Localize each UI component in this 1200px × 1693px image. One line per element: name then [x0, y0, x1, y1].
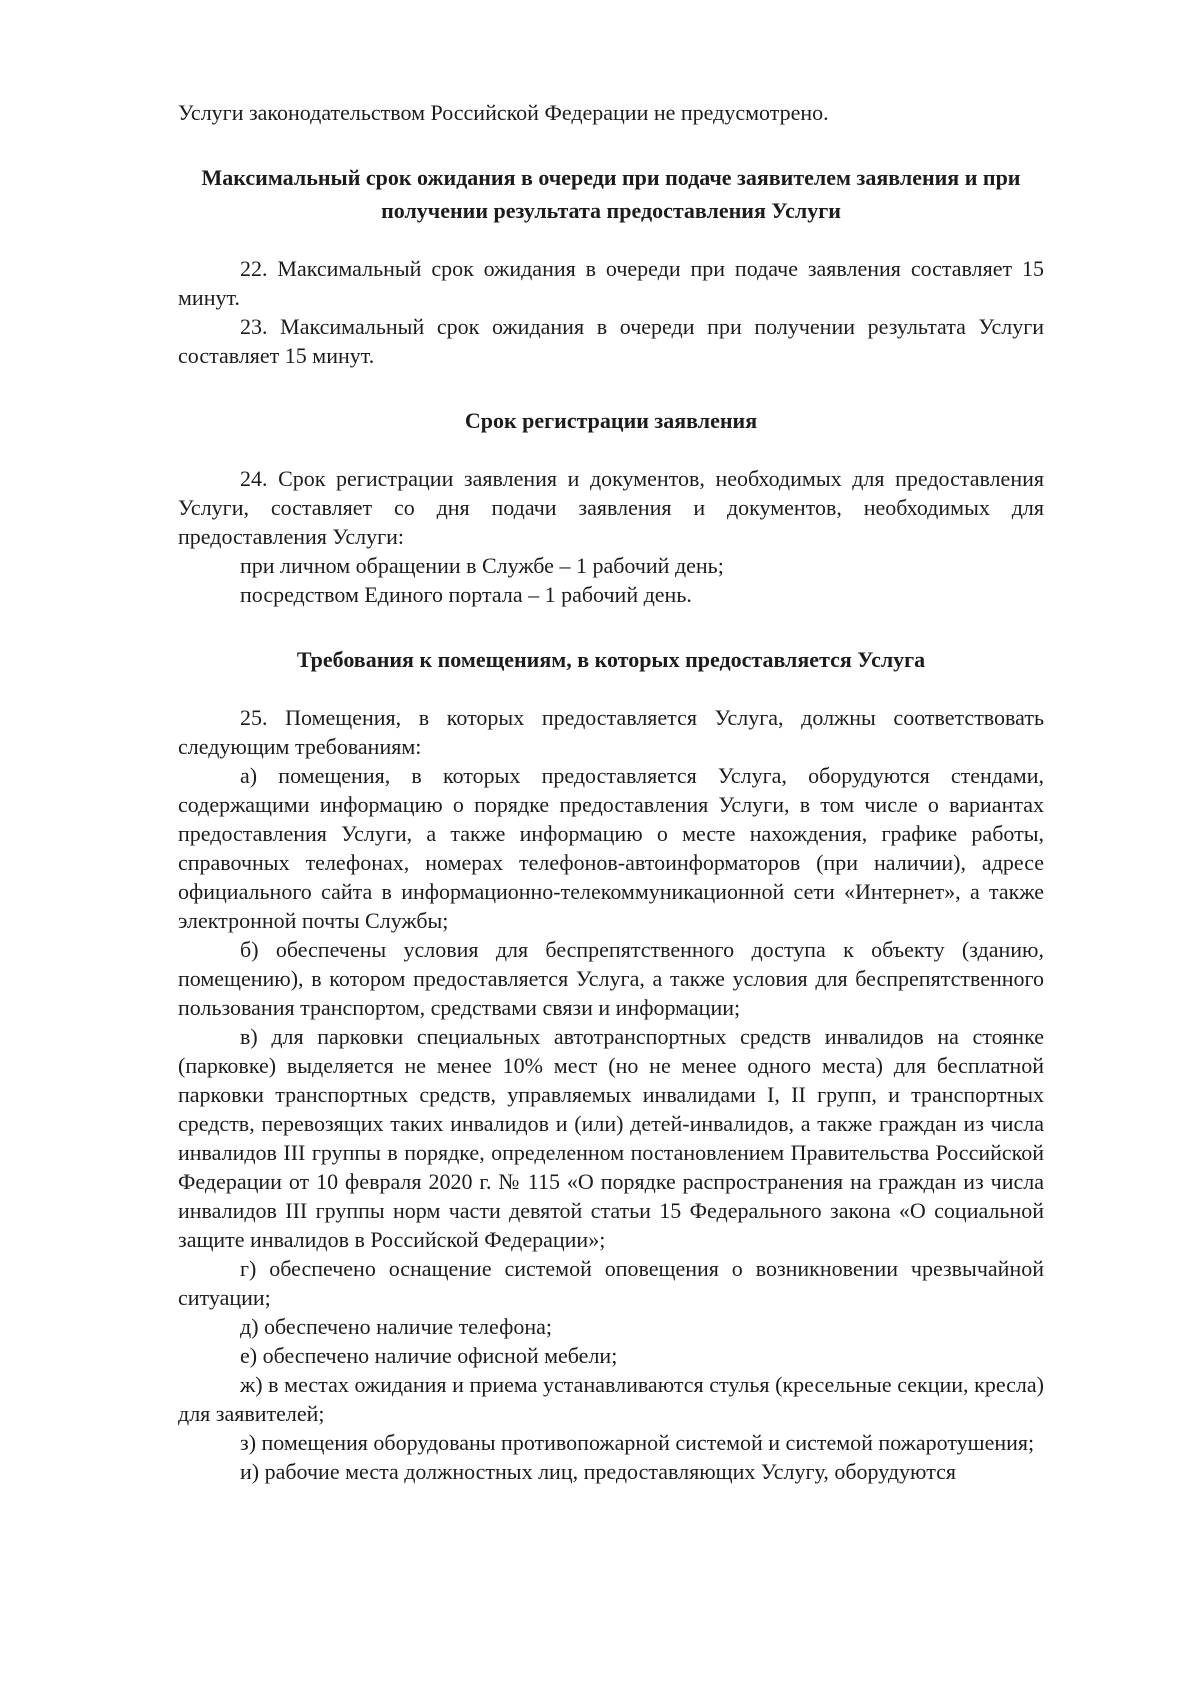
- paragraph-24: 24. Срок регистрации заявления и документов, необходимых для предоставления Услуги, составляет со дня подачи заявления и документов, необходимых для предоставления Услуги:: [178, 466, 1044, 549]
- heading-max-wait-time: Максимальный срок ожидания в очереди при подаче заявителем заявления и при получении результата предоставления Услуги: [201, 165, 1021, 223]
- list-item-d: д) обеспечено наличие телефона;: [240, 1314, 552, 1339]
- list-item-e: е) обеспечено наличие офисной мебели;: [240, 1343, 618, 1368]
- list-item-b: б) обеспечены условия для беспрепятственного доступа к объекту (зданию, помещению), в котором предоставляется Услуга, а также условия для беспрепятственного пользования транспортом, средствами связи и информации;: [178, 937, 1044, 1020]
- paragraph-22: 22. Максимальный срок ожидания в очереди при подаче заявления составляет 15 минут.: [178, 256, 1044, 310]
- paragraph-25: 25. Помещения, в которых предоставляется Услуга, должны соответствовать следующим требованиям:: [178, 705, 1044, 759]
- list-item-a: а) помещения, в которых предоставляется Услуга, оборудуются стендами, содержащими информацию о порядке предоставления Услуги, в том числе о вариантах предоставления Услуги, а также информацию о месте нахождения, графике работы, справочных телефонах, номерах телефонов-автоинформаторов (при наличии), адресе официального сайта в информационно-телекоммуникационной сети «Интернет», а также электронной почты Службы;: [178, 763, 1044, 933]
- list-item-v: в) для парковки специальных автотранспортных средств инвалидов на стоянке (парковке) выделяется не менее 10% мест (но не менее одного места) для бесплатной парковки транспортных средств, управляемых инвалидами I, II групп, и транспортных средств, перевозящих таких инвалидов и (или) детей-инвалидов, а также граждан из числа инвалидов III группы в порядке, определенном постановлением Правительства Российской Федерации от 10 февраля 2020 г. № 115 «О порядке распространения на граждан из числа инвалидов III группы норм части девятой статьи 15 Федерального закона «О социальной защите инвалидов в Российской Федерации»;: [178, 1024, 1044, 1252]
- list-item-g: г) обеспечено оснащение системой оповещения о возникновении чрезвычайной ситуации;: [178, 1256, 1044, 1310]
- paragraph-continuation: Услуги законодательством Российской Федерации не предусмотрено.: [178, 100, 829, 125]
- line-in-person-application: при личном обращении в Службе – 1 рабочий день;: [240, 553, 724, 578]
- list-item-z: з) помещения оборудованы противопожарной системой и системой пожаротушения;: [240, 1430, 1035, 1455]
- heading-premises-requirements: Требования к помещениям, в которых предоставляется Услуга: [296, 647, 926, 672]
- list-item-zh: ж) в местах ожидания и приема устанавливаются стулья (кресельные секции, кресла) для заявителей;: [178, 1372, 1044, 1426]
- paragraph-23: 23. Максимальный срок ожидания в очереди при получении результата Услуги составляет 15 минут.: [178, 314, 1044, 368]
- heading-registration-term: Срок регистрации заявления: [464, 408, 758, 433]
- list-item-i: и) рабочие места должностных лиц, предоставляющих Услугу, оборудуются: [240, 1459, 956, 1484]
- line-unified-portal: посредством Единого портала – 1 рабочий день.: [240, 582, 692, 607]
